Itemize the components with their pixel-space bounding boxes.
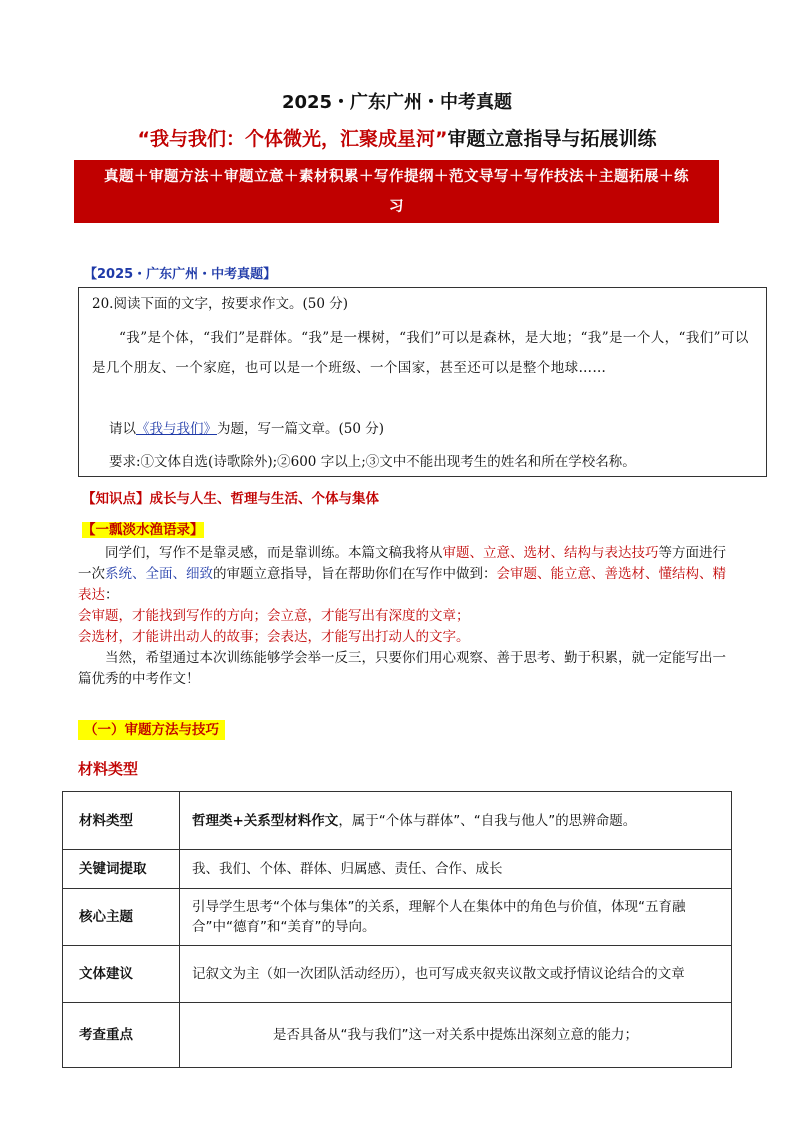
req-suffix: 为题，写一篇文章。(50 分) <box>217 421 385 437</box>
question-number: 20.阅读下面的文字，按要求作文。(50 分) <box>92 296 348 312</box>
table-row <box>63 850 732 889</box>
table-key: 材料类型 <box>63 792 180 850</box>
quote-title <box>82 518 204 538</box>
banner-line-1: 真题＋审题方法＋审题立意＋素材积累＋写作提纲＋范文导写＋写作技法＋主题拓展＋练 <box>104 169 689 185</box>
material-heading: 材料类型 <box>78 760 139 778</box>
essay-title-requirement <box>109 415 384 443</box>
table-row <box>63 889 732 946</box>
table-key: 文体建议 <box>63 946 180 1003</box>
table-key: 核心主题 <box>63 889 180 946</box>
table-value: 我、我们、个体、群体、归属感、责任、合作、成长 <box>180 850 732 889</box>
table-key: 考查重点 <box>63 1003 180 1068</box>
analysis-table <box>62 791 732 1068</box>
intro-line-3: 会选材，才能讲出动人的故事；会表达，才能写出打动人的文字。 <box>78 629 470 645</box>
table-value: 引导学生思考“个体与集体”的关系，理解个人在集体中的角色与价值，体现“五育融合”中“德育”和“美育”的导向。 <box>180 889 732 946</box>
knowledge-label: 【知识点】 <box>82 491 150 507</box>
subtitle-quote: “我与我们：个体微光，汇聚成星河” <box>137 128 448 150</box>
contents-banner <box>74 160 719 223</box>
table-key: 关键词提取 <box>63 850 180 889</box>
knowledge-text: 成长与人生、哲理与生活、个体与集体 <box>149 491 379 507</box>
exam-tag: 【2025・广东广州・中考真题】 <box>84 267 277 282</box>
essay-requirements: 要求:①文体自选(诗歌除外);②600 字以上;③文中不能出现考生的姓名和所在学校名称。 <box>109 454 636 470</box>
table-row <box>63 1003 732 1068</box>
subtitle-rest: 审题立意指导与拓展训练 <box>447 128 657 150</box>
intro-text <box>78 543 728 690</box>
essay-title-link[interactable]: 《我与我们》 <box>136 421 217 437</box>
banner-line-2: 习 <box>389 199 404 215</box>
quote-title-text: 【一瓢淡水渔语录】 <box>82 522 204 538</box>
intro-line-2: 会审题，才能找到写作的方向；会立意，才能写出有深度的文章； <box>78 608 470 624</box>
intro-paragraph-1: 同学们，写作不是靠灵感，而是靠训练。本篇文稿我将从审题、立意、选材、结构与表达技巧等方面进行一次系统、全面、细致的审题立意指导，旨在帮助你们在写作中做到：会审题、能立意、善选材、懂结构、精表达： <box>78 545 726 603</box>
table-value: 记叙文为主（如一次团队活动经历），也可写成夹叙夹议散文或抒情议论结合的文章 <box>180 946 732 1003</box>
knowledge-points <box>82 487 379 507</box>
table-value: 哲理类+关系型材料作文，属于“个体与群体”、“自我与他人”的思辨命题。 <box>180 792 732 850</box>
intro-paragraph-4: 当然，希望通过本次训练能够学会举一反三，只要你们用心观察、善于思考、勤于积累，就一定能写出一篇优秀的中考作文！ <box>78 650 726 687</box>
question-passage: “我”是个体，“我们”是群体。“我”是一棵树，“我们”可以是森林，是大地；“我”是一个人，“我们”可以是几个朋友、一个家庭，也可以是一个班级、一个国家，甚至还可以是整个地球…… <box>92 330 749 376</box>
section-heading-1 <box>78 718 225 738</box>
page-title: 2025・广东广州・中考真题 <box>281 92 513 113</box>
section-heading-1-text: （一）审题方法与技巧 <box>78 720 225 740</box>
req-prefix: 请以 <box>109 421 136 437</box>
table-row <box>63 792 732 850</box>
table-row <box>63 946 732 1003</box>
exam-question-box <box>78 287 767 477</box>
page-subtitle <box>0 124 794 151</box>
table-value: 是否具备从“我与我们”这一对关系中提炼出深刻立意的能力； <box>180 1003 732 1068</box>
